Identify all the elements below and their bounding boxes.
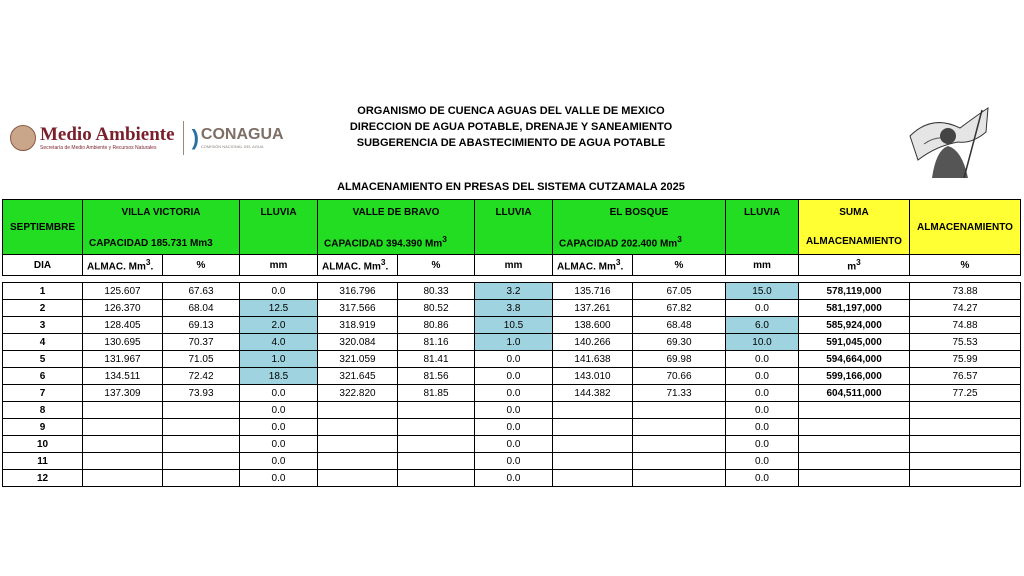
subheader-vb-pct: % (398, 255, 475, 276)
eb-almac-cell: 141.638 (553, 351, 633, 368)
eb-pct-cell: 70.66 (633, 368, 726, 385)
suma-cell (799, 419, 910, 436)
almac-dot: . (385, 261, 389, 273)
vb-lluvia-cell: 0.0 (475, 351, 553, 368)
table-body (3, 283, 1021, 487)
vb-almac-cell (318, 436, 398, 453)
vb-lluvia-cell: 1.0 (475, 334, 553, 351)
header-month: SEPTIEMBRE (3, 200, 83, 255)
medio-ambiente-subtitle: Secretaría de Medio Ambiente y Recursos Naturales (40, 144, 157, 151)
vv-almac-cell (83, 453, 163, 470)
logo-divider (183, 121, 184, 155)
eb-almac-cell (553, 436, 633, 453)
conagua-drop-icon: ) (191, 125, 199, 150)
almac-sup: 3 (145, 257, 151, 268)
header-valle-de-bravo (318, 200, 475, 255)
vv-lluvia-cell: 0.0 (240, 453, 318, 470)
total-pct-cell: 76.57 (910, 368, 1021, 385)
vb-lluvia-cell: 0.0 (475, 385, 553, 402)
vv-lluvia-cell: 4.0 (240, 334, 318, 351)
total-pct-cell (910, 453, 1021, 470)
conagua-subtitle: COMISIÓN NACIONAL DEL AGUA (200, 144, 264, 149)
vv-almac-cell: 130.695 (83, 334, 163, 351)
vv-lluvia-cell: 0.0 (240, 402, 318, 419)
total-pct-cell (910, 436, 1021, 453)
eb-almac-cell (553, 402, 633, 419)
vb-pct-cell (398, 402, 475, 419)
vv-lluvia-cell: 12.5 (240, 300, 318, 317)
heading-line-3: SUBGERENCIA DE ABASTECIMIENTO DE AGUA POTABLE (356, 137, 666, 149)
vv-lluvia-cell: 0.0 (240, 419, 318, 436)
dia-cell: 3 (3, 317, 83, 334)
vb-pct-cell: 80.33 (398, 283, 475, 300)
vv-almac-cell: 126.370 (83, 300, 163, 317)
vb-lluvia-cell: 10.5 (475, 317, 553, 334)
vb-lluvia-cell: 0.0 (475, 453, 553, 470)
m3-sup: 3 (856, 257, 861, 268)
total-pct-cell (910, 419, 1021, 436)
header-lluvia-eb (726, 200, 799, 255)
vb-lluvia-cell: 0.0 (475, 436, 553, 453)
vb-lluvia-cell: 0.0 (475, 470, 553, 487)
header-villa-victoria (83, 200, 240, 255)
vv-lluvia-cell: 0.0 (240, 436, 318, 453)
suma-cell (799, 470, 910, 487)
vb-almac-cell (318, 402, 398, 419)
vv-pct-cell: 71.05 (163, 351, 240, 368)
vb-almac-cell: 318.919 (318, 317, 398, 334)
eb-pct-cell (633, 453, 726, 470)
vb-almac-cell (318, 419, 398, 436)
suma-line-1: SUMA (839, 207, 869, 218)
suma-cell (799, 402, 910, 419)
vb-lluvia-cell: 0.0 (475, 368, 553, 385)
almac-sup: 3 (615, 257, 621, 268)
vb-lluvia-cell: 0.0 (475, 402, 553, 419)
vv-almac-cell (83, 470, 163, 487)
vb-pct-cell: 81.16 (398, 334, 475, 351)
header-gap (3, 276, 1021, 283)
subheader-vb-almac (318, 255, 398, 276)
table-row (3, 300, 1021, 317)
vb-pct-cell (398, 470, 475, 487)
vb-almac-cell: 320.084 (318, 334, 398, 351)
vb-pct-cell (398, 453, 475, 470)
vv-pct-cell (163, 453, 240, 470)
suma-cell (799, 436, 910, 453)
vv-pct-cell: 70.37 (163, 334, 240, 351)
eb-almac-cell: 144.382 (553, 385, 633, 402)
eb-almac-cell (553, 470, 633, 487)
eb-lluvia-cell: 0.0 (726, 385, 799, 402)
table-row (3, 283, 1021, 300)
table-row (3, 453, 1021, 470)
el-bosque-name: EL BOSQUE (609, 207, 669, 218)
vv-lluvia-cell: 2.0 (240, 317, 318, 334)
subheader-vv-almac (83, 255, 163, 276)
vb-almac-cell: 316.796 (318, 283, 398, 300)
eb-lluvia-cell: 0.0 (726, 436, 799, 453)
vv-pct-cell: 67.63 (163, 283, 240, 300)
vb-pct-cell: 81.85 (398, 385, 475, 402)
table-row (3, 334, 1021, 351)
table-row (3, 351, 1021, 368)
dia-cell: 4 (3, 334, 83, 351)
vb-almac-cell (318, 470, 398, 487)
vv-lluvia-cell: 0.0 (240, 470, 318, 487)
vv-lluvia-cell: 1.0 (240, 351, 318, 368)
dia-cell: 6 (3, 368, 83, 385)
eb-pct-cell: 68.48 (633, 317, 726, 334)
valle-de-bravo-name: VALLE DE BRAVO (352, 207, 440, 218)
vv-lluvia-cell: 0.0 (240, 283, 318, 300)
villa-victoria-capacity: CAPACIDAD 185.731 Mm3 (89, 238, 213, 249)
heading-line-2: DIRECCION DE AGUA POTABLE, DRENAJE Y SANEAMIENTO (349, 121, 673, 133)
valle-de-bravo-capacity (324, 233, 447, 250)
suma-cell: 594,664,000 (799, 351, 910, 368)
subheader-eb-pct: % (633, 255, 726, 276)
subheader-total-pct: % (910, 255, 1021, 276)
suma-cell: 599,166,000 (799, 368, 910, 385)
header-almacenamiento: ALMACENAMIENTO (910, 200, 1021, 255)
subheader-vv-pct: % (163, 255, 240, 276)
vv-pct-cell (163, 402, 240, 419)
flag-figure-icon (902, 106, 992, 178)
eb-almac-cell: 137.261 (553, 300, 633, 317)
vb-pct-cell: 80.86 (398, 317, 475, 334)
table-row (3, 368, 1021, 385)
dia-cell: 9 (3, 419, 83, 436)
storage-table (2, 199, 1021, 487)
almac-text: ALMAC. Mm (87, 261, 146, 273)
subheader-dia: DIA (3, 255, 83, 276)
lluvia-label: LLUVIA (495, 207, 532, 218)
dia-cell: 7 (3, 385, 83, 402)
eb-lluvia-cell: 0.0 (726, 453, 799, 470)
eb-almac-cell: 135.716 (553, 283, 633, 300)
eb-almac-cell: 143.010 (553, 368, 633, 385)
eb-pct-cell: 67.05 (633, 283, 726, 300)
eb-almac-cell (553, 453, 633, 470)
vv-almac-cell (83, 402, 163, 419)
document-heading (300, 103, 722, 151)
total-pct-cell (910, 402, 1021, 419)
total-pct-cell (910, 470, 1021, 487)
eb-pct-cell: 69.98 (633, 351, 726, 368)
vv-almac-cell: 125.607 (83, 283, 163, 300)
vb-pct-cell: 81.56 (398, 368, 475, 385)
total-pct-cell: 77.25 (910, 385, 1021, 402)
vb-pct-cell (398, 436, 475, 453)
suma-cell (799, 453, 910, 470)
vv-almac-cell: 137.309 (83, 385, 163, 402)
table-row (3, 317, 1021, 334)
vv-lluvia-cell: 18.5 (240, 368, 318, 385)
eb-pct-cell (633, 419, 726, 436)
vv-almac-cell (83, 419, 163, 436)
table-row (3, 402, 1021, 419)
vb-lluvia-cell: 3.8 (475, 300, 553, 317)
vb-lluvia-cell: 3.2 (475, 283, 553, 300)
subheader-vv-mm: mm (240, 255, 318, 276)
eb-capacity-text: CAPACIDAD 202.400 Mm (559, 238, 678, 249)
vb-almac-cell: 322.820 (318, 385, 398, 402)
almac-dot: . (620, 261, 624, 273)
dia-cell: 12 (3, 470, 83, 487)
suma-cell: 578,119,000 (799, 283, 910, 300)
vb-almac-cell (318, 453, 398, 470)
total-pct-cell: 73.88 (910, 283, 1021, 300)
vb-almac-cell: 321.059 (318, 351, 398, 368)
almac-sup: 3 (380, 257, 386, 268)
vv-pct-cell (163, 419, 240, 436)
eb-lluvia-cell: 0.0 (726, 368, 799, 385)
eb-lluvia-cell: 0.0 (726, 419, 799, 436)
table-row (3, 436, 1021, 453)
eb-lluvia-cell: 0.0 (726, 300, 799, 317)
dia-cell: 2 (3, 300, 83, 317)
eb-almac-cell (553, 419, 633, 436)
table-title: ALMACENAMIENTO EN PRESAS DEL SISTEMA CUTZAMALA 2025 (337, 181, 685, 193)
almac-dot: . (150, 261, 154, 273)
vb-lluvia-cell: 0.0 (475, 419, 553, 436)
suma-line-2: ALMACENAMIENTO (806, 236, 902, 247)
eb-pct-cell: 71.33 (633, 385, 726, 402)
eb-lluvia-cell: 10.0 (726, 334, 799, 351)
subheader-eb-mm: mm (726, 255, 799, 276)
vb-capacity-sup: 3 (442, 233, 447, 244)
suma-cell: 591,045,000 (799, 334, 910, 351)
eb-lluvia-cell: 0.0 (726, 351, 799, 368)
header-el-bosque (553, 200, 726, 255)
vb-almac-cell: 317.566 (318, 300, 398, 317)
total-pct-cell: 74.88 (910, 317, 1021, 334)
eb-pct-cell (633, 470, 726, 487)
vv-pct-cell: 73.93 (163, 385, 240, 402)
header-lluvia-vb (475, 200, 553, 255)
eb-pct-cell (633, 402, 726, 419)
subheader-vb-mm: mm (475, 255, 553, 276)
subheader-m3 (799, 255, 910, 276)
header-lluvia-vv (240, 200, 318, 255)
total-pct-cell: 74.27 (910, 300, 1021, 317)
vb-pct-cell (398, 419, 475, 436)
vv-pct-cell: 72.42 (163, 368, 240, 385)
m3-text: m (847, 261, 857, 273)
table-row (3, 419, 1021, 436)
vv-almac-cell: 131.967 (83, 351, 163, 368)
lluvia-label: LLUVIA (743, 207, 781, 218)
eb-lluvia-cell: 0.0 (726, 402, 799, 419)
heading-line-1: ORGANISMO DE CUENCA AGUAS DEL VALLE DE MEXICO (357, 105, 665, 117)
eb-lluvia-cell: 0.0 (726, 470, 799, 487)
header-suma (799, 200, 910, 255)
dia-cell: 10 (3, 436, 83, 453)
vb-pct-cell: 81.41 (398, 351, 475, 368)
vv-pct-cell (163, 436, 240, 453)
dia-cell: 5 (3, 351, 83, 368)
eb-almac-cell: 138.600 (553, 317, 633, 334)
vv-pct-cell: 69.13 (163, 317, 240, 334)
vb-capacity-text: CAPACIDAD 394.390 Mm (324, 238, 443, 249)
vv-pct-cell: 68.04 (163, 300, 240, 317)
suma-cell: 604,511,000 (799, 385, 910, 402)
vv-almac-cell: 128.405 (83, 317, 163, 334)
eb-pct-cell: 67.82 (633, 300, 726, 317)
subheader-eb-almac (553, 255, 633, 276)
vb-pct-cell: 80.52 (398, 300, 475, 317)
dia-cell: 11 (3, 453, 83, 470)
dia-cell: 1 (3, 283, 83, 300)
eb-almac-cell: 140.266 (553, 334, 633, 351)
eb-capacity-sup: 3 (677, 233, 682, 244)
total-pct-cell: 75.53 (910, 334, 1021, 351)
logos (10, 118, 284, 158)
vv-pct-cell (163, 470, 240, 487)
lluvia-label: LLUVIA (260, 207, 297, 218)
government-seal-icon (10, 125, 36, 151)
medio-ambiente-title: Medio Ambiente (40, 123, 175, 145)
el-bosque-capacity (559, 233, 682, 250)
table-row (3, 385, 1021, 402)
table-row (3, 470, 1021, 487)
total-pct-cell: 75.99 (910, 351, 1021, 368)
vv-almac-cell: 134.511 (83, 368, 163, 385)
vb-almac-cell: 321.645 (318, 368, 398, 385)
suma-cell: 585,924,000 (799, 317, 910, 334)
eb-lluvia-cell: 6.0 (726, 317, 799, 334)
dia-cell: 8 (3, 402, 83, 419)
eb-pct-cell: 69.30 (633, 334, 726, 351)
vv-lluvia-cell: 0.0 (240, 385, 318, 402)
eb-pct-cell (633, 436, 726, 453)
medio-ambiente-logo (40, 125, 175, 152)
almac-text: ALMAC. Mm (322, 261, 381, 273)
eb-lluvia-cell: 15.0 (726, 283, 799, 300)
conagua-title: CONAGUA (200, 126, 284, 143)
villa-victoria-name: VILLA VICTORIA (121, 207, 201, 218)
almac-text: ALMAC. Mm (557, 261, 616, 273)
suma-cell: 581,197,000 (799, 300, 910, 317)
conagua-logo (201, 126, 284, 150)
vv-almac-cell (83, 436, 163, 453)
